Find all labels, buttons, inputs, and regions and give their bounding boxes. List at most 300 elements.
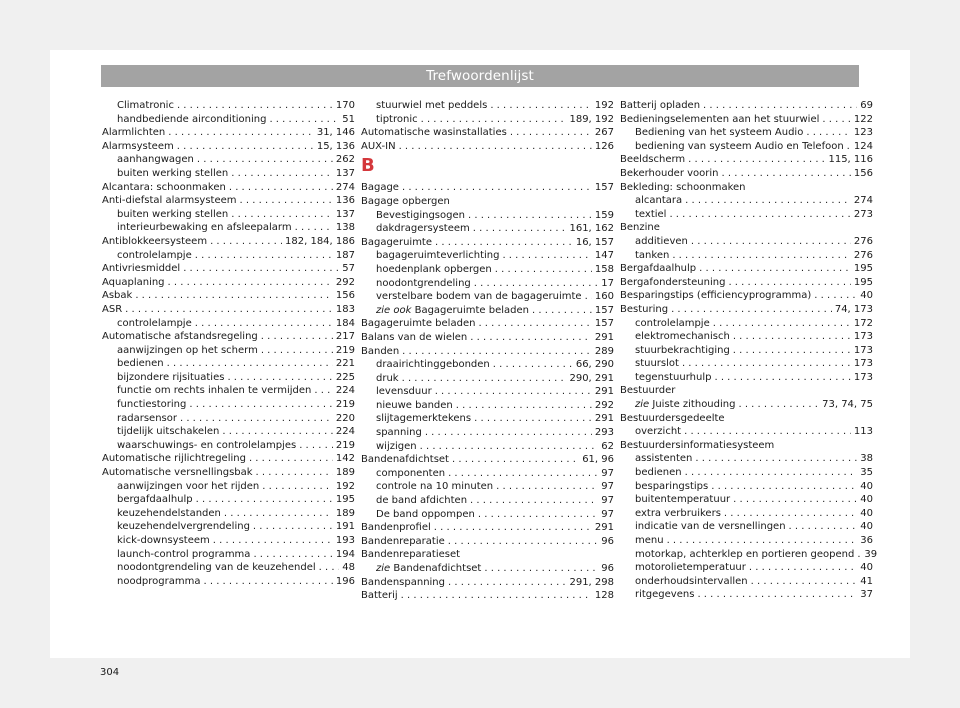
dot-leader — [402, 345, 592, 359]
entry-label — [117, 480, 259, 494]
dot-leader — [684, 425, 851, 439]
entry-label — [376, 263, 492, 277]
entry-label — [635, 371, 711, 385]
index-subentry — [361, 372, 614, 386]
dot-leader — [669, 208, 850, 222]
dot-leader — [269, 113, 339, 127]
entry-label — [635, 208, 666, 222]
entry-page-ref: 273 — [853, 208, 873, 220]
dot-leader — [435, 385, 592, 399]
entry-label — [635, 194, 682, 208]
entry-page-ref: 224 — [335, 426, 355, 438]
dot-leader — [231, 167, 333, 181]
index-entry — [102, 466, 355, 480]
entry-label — [117, 384, 311, 398]
index-subentry — [620, 507, 873, 521]
index-subentry — [361, 412, 614, 426]
dot-leader — [714, 371, 850, 385]
entry-term: tegenstuurhulp — [635, 371, 712, 383]
entry-term: Alarmlichten — [102, 127, 166, 139]
dot-leader — [213, 534, 333, 548]
entry-term: Bagageruimte — [361, 236, 433, 248]
index-subentry — [361, 99, 614, 113]
entry-label — [117, 439, 296, 453]
dot-leader — [227, 371, 332, 385]
entry-label — [102, 276, 165, 290]
entry-page-ref: 291 — [594, 386, 614, 398]
entry-label — [635, 588, 694, 602]
dot-leader — [195, 317, 333, 331]
entry-term: buitentemperatuur — [635, 494, 731, 506]
entry-label — [376, 209, 465, 223]
entry-label — [635, 344, 730, 358]
entry-label — [620, 181, 873, 195]
entry-term: Bergafdaalhulp — [620, 263, 697, 275]
dot-leader — [728, 276, 850, 290]
entry-term: Bagageruimte beladen — [414, 304, 530, 316]
entry-label — [376, 304, 529, 318]
page-header: Trefwoordenlijst — [101, 65, 859, 87]
dot-leader — [733, 344, 851, 358]
dot-leader — [224, 507, 333, 521]
entry-term: keuzehendelstanden — [117, 507, 221, 519]
dot-leader — [695, 452, 857, 466]
index-entry — [361, 317, 614, 331]
dot-leader — [399, 140, 592, 154]
entry-term: bedienen — [635, 467, 682, 479]
entry-term: bedienen — [117, 358, 164, 370]
entry-label — [361, 345, 399, 359]
entry-term: textiel — [635, 208, 667, 220]
index-entry — [620, 153, 873, 167]
index-entry — [620, 113, 873, 127]
index-subentry — [620, 561, 873, 575]
entry-term: Asbak — [102, 290, 133, 302]
entry-term: stuurslot — [635, 358, 679, 370]
index-subentry — [361, 399, 614, 413]
entry-label — [361, 548, 614, 562]
dot-leader — [203, 575, 332, 589]
entry-label — [635, 398, 735, 412]
entry-page-ref: 292 — [335, 276, 355, 288]
entry-term: Bagageruimte beladen — [361, 318, 476, 330]
index-subentry — [361, 209, 614, 223]
entry-term: De band oppompen — [376, 508, 475, 520]
entry-term: functie om rechts inhalen te vermijden — [117, 385, 312, 397]
dot-leader — [733, 330, 851, 344]
entry-page-ref: 156 — [335, 290, 355, 302]
index-subentry — [102, 575, 355, 589]
entry-term: Bagage — [361, 182, 399, 194]
dot-leader — [738, 398, 819, 412]
entry-term: druk — [376, 372, 399, 384]
entry-page-ref: 74, 173 — [834, 303, 873, 315]
index-entry — [620, 262, 873, 276]
entry-page-ref: 15, 136 — [316, 140, 355, 152]
entry-term: Antiblokkeersysteem — [102, 235, 208, 247]
dot-leader — [490, 99, 592, 113]
entry-label — [117, 113, 266, 127]
entry-term: tijdelijk uitschakelen — [117, 426, 220, 438]
entry-term: controlelampje — [117, 249, 192, 261]
index-subentry — [620, 588, 873, 602]
entry-label — [376, 290, 582, 304]
entry-label — [117, 153, 194, 167]
entry-term: noodprogramma — [117, 575, 201, 587]
entry-label — [376, 113, 418, 127]
cross-reference-prefix: zie ook — [376, 304, 412, 316]
dot-leader — [195, 249, 333, 263]
dot-leader — [231, 208, 333, 222]
entry-label — [102, 235, 207, 249]
dot-leader — [448, 535, 598, 549]
entry-label — [376, 494, 467, 508]
dot-leader — [135, 289, 333, 303]
entry-page-ref: 170 — [335, 100, 355, 111]
entry-term: onderhoudsintervallen — [635, 575, 748, 587]
entry-term: Bediening van het systeem Audio — [635, 127, 804, 139]
index-entry — [620, 289, 873, 303]
entry-label — [376, 480, 493, 494]
dot-leader — [167, 357, 333, 371]
entry-page-ref: 221 — [335, 358, 355, 370]
entry-page-ref: 97 — [601, 508, 614, 520]
dot-leader — [180, 412, 333, 426]
entry-label — [102, 140, 174, 154]
entry-label — [376, 99, 487, 113]
entry-page-ref: 62 — [601, 440, 614, 452]
entry-page-ref: 159 — [594, 209, 614, 221]
entry-label — [635, 493, 730, 507]
entry-label — [376, 426, 422, 440]
entry-term: assistenten — [635, 453, 693, 465]
entry-label — [102, 194, 237, 208]
entry-label — [117, 398, 186, 412]
entry-label — [620, 289, 811, 303]
dot-leader — [425, 426, 592, 440]
entry-page-ref: 40 — [860, 521, 873, 533]
entry-term: indicatie van de versnellingen — [635, 521, 786, 533]
entry-page-ref: 224 — [335, 385, 355, 397]
entry-term: controle na 10 minuten — [376, 481, 494, 493]
dot-leader — [256, 466, 333, 480]
entry-page-ref: 195 — [335, 494, 355, 506]
entry-page-ref: 158 — [594, 263, 614, 275]
entry-label — [635, 330, 730, 344]
index-entry — [361, 453, 614, 467]
entry-page-ref: 160 — [594, 291, 614, 303]
entry-label — [361, 126, 507, 140]
entry-label — [635, 317, 710, 331]
entry-page-ref: 262 — [335, 154, 355, 166]
entry-term: Beeldscherm — [620, 154, 686, 166]
dot-leader — [240, 194, 333, 208]
dot-leader — [474, 277, 598, 291]
entry-term: verstelbare bodem van de bagageruimte — [376, 291, 582, 303]
index-subentry — [102, 534, 355, 548]
index-subentry — [102, 480, 355, 494]
index-entry — [361, 576, 614, 590]
entry-label — [376, 508, 475, 522]
index-entry — [102, 330, 355, 344]
index-column-3 — [620, 99, 878, 602]
dot-leader — [420, 440, 599, 454]
index-subentry — [102, 153, 355, 167]
dot-leader — [672, 249, 851, 263]
dot-leader — [814, 289, 857, 303]
entry-label — [635, 126, 803, 140]
dot-leader — [319, 561, 340, 575]
dot-leader — [402, 181, 592, 195]
index-entry — [361, 331, 614, 345]
entry-label — [635, 507, 721, 521]
entry-page-ref: 113 — [853, 426, 873, 438]
entry-label — [635, 520, 786, 534]
dot-leader — [711, 480, 857, 494]
entry-page-ref: 183 — [335, 303, 355, 315]
index-entry — [361, 521, 614, 535]
entry-label — [361, 236, 432, 250]
entry-label — [635, 480, 708, 494]
dot-leader — [847, 140, 851, 154]
entry-label — [376, 412, 471, 426]
entry-term: Bevestigingsogen — [376, 209, 465, 221]
entry-label — [117, 344, 258, 358]
entry-page-ref: 137 — [335, 167, 355, 179]
index-subentry — [620, 126, 873, 140]
entry-page-ref: 115, 116 — [828, 154, 873, 166]
entry-label — [117, 412, 177, 426]
index-subentry — [361, 277, 614, 291]
index-page — [50, 50, 910, 678]
dot-leader — [452, 453, 579, 467]
entry-term: menu — [635, 535, 664, 546]
dot-leader — [448, 467, 598, 481]
entry-page-ref: 128 — [594, 590, 614, 602]
entry-term: bediening van systeem Audio en Telefoon — [635, 140, 844, 152]
dot-leader — [685, 466, 858, 480]
entry-page-ref: 122 — [853, 113, 873, 125]
index-subentry — [361, 467, 614, 481]
entry-page-ref: 193 — [335, 535, 355, 546]
entry-page-ref: 40 — [860, 494, 873, 506]
index-entry — [102, 140, 355, 154]
dot-leader — [484, 562, 598, 576]
entry-label — [620, 113, 819, 127]
entry-term: bijzondere rijsituaties — [117, 371, 225, 383]
entry-term: Bandenreparatieset — [361, 549, 461, 561]
entry-page-ref: 37 — [860, 589, 873, 601]
dot-leader — [210, 235, 282, 249]
entry-label — [376, 440, 417, 454]
entry-page-ref: 161, 162 — [569, 223, 614, 235]
entry-page-ref: 172 — [853, 317, 873, 329]
dot-leader — [125, 303, 333, 317]
index-subentry — [102, 412, 355, 426]
entry-label — [635, 452, 692, 466]
entry-page-ref: 96 — [601, 535, 614, 547]
entry-label — [620, 412, 873, 426]
entry-page-ref: 124 — [853, 140, 873, 152]
entry-page-ref: 157 — [594, 182, 614, 194]
entry-page-ref: 293 — [594, 427, 614, 439]
dot-leader — [493, 358, 573, 372]
entry-page-ref: 41 — [860, 575, 873, 587]
dot-leader — [177, 140, 314, 154]
entry-page-ref: 97 — [601, 467, 614, 479]
index-entry — [620, 384, 873, 398]
dot-leader — [168, 276, 333, 290]
entry-page-ref: 290, 291 — [569, 372, 614, 384]
entry-page-ref: 156 — [853, 167, 873, 179]
entry-term: Aquaplaning — [102, 276, 165, 288]
index-entry — [102, 452, 355, 466]
entry-label — [117, 317, 192, 331]
dot-leader — [685, 194, 851, 208]
entry-term: Bandenreparatie — [361, 535, 445, 547]
index-subentry — [361, 480, 614, 494]
entry-label — [620, 153, 685, 167]
entry-term: ritgegevens — [635, 589, 695, 601]
index-subentry — [102, 357, 355, 371]
entry-label — [361, 331, 467, 345]
entry-label — [102, 262, 180, 276]
dot-leader — [435, 236, 573, 250]
entry-term: componenten — [376, 467, 446, 479]
index-subentry — [620, 452, 873, 466]
entry-term: launch-control programma — [117, 548, 251, 560]
entry-page-ref: 40 — [860, 507, 873, 519]
entry-label — [620, 167, 719, 181]
dot-leader — [688, 153, 825, 167]
entry-page-ref: 40 — [860, 480, 873, 492]
index-subentry — [361, 358, 614, 372]
entry-term: keuzehendelvergrendeling — [117, 521, 250, 533]
entry-term: buiten werking stellen — [117, 208, 229, 220]
entry-term: wijzigen — [376, 440, 417, 452]
index-entry — [620, 181, 873, 195]
entry-page-ref: 195 — [853, 263, 873, 275]
entry-page-ref: 292 — [594, 399, 614, 411]
dot-leader — [751, 575, 858, 589]
entry-page-ref: 136 — [335, 195, 355, 207]
index-subentry — [102, 561, 355, 575]
index-subentry — [620, 330, 873, 344]
index-subentry — [102, 439, 355, 453]
entry-page-ref: 40 — [860, 290, 873, 302]
index-subentry — [620, 249, 873, 263]
cross-reference-prefix: zie — [635, 399, 650, 411]
entry-term: handbediende airconditioning — [117, 113, 267, 125]
dot-leader — [822, 113, 851, 127]
dot-leader — [421, 113, 567, 127]
entry-page-ref: 173 — [853, 344, 873, 356]
entry-page-ref: 289 — [594, 345, 614, 357]
entry-label — [376, 385, 432, 399]
index-subentry — [620, 344, 873, 358]
entry-label — [117, 208, 228, 222]
entry-page-ref: 194 — [335, 548, 355, 560]
entry-term: additieven — [635, 235, 688, 247]
dot-leader — [249, 452, 333, 466]
entry-page-ref: 291, 298 — [569, 576, 614, 588]
dot-leader — [495, 263, 592, 277]
entry-page-ref: 274 — [853, 195, 873, 207]
index-entry — [102, 194, 355, 208]
index-subentry — [102, 398, 355, 412]
page-number: 304 — [100, 667, 120, 678]
index-subentry — [102, 493, 355, 507]
entry-label — [102, 452, 246, 466]
entry-term: Bestuurder — [620, 385, 676, 397]
entry-page-ref: 173 — [853, 331, 873, 343]
index-entry — [361, 126, 614, 140]
entry-term: elektromechanisch — [635, 331, 730, 343]
entry-page-ref: 220 — [335, 412, 355, 424]
index-subentry — [361, 290, 614, 304]
index-entry — [620, 167, 873, 181]
entry-label — [635, 235, 688, 249]
entry-page-ref: 17 — [601, 277, 614, 289]
entry-page-ref: 96 — [601, 563, 614, 574]
entry-page-ref: 123 — [853, 127, 873, 139]
entry-label — [635, 561, 746, 575]
entry-term: aanwijzingen op het scherm — [117, 344, 258, 356]
dot-leader — [229, 181, 333, 195]
dot-leader — [671, 303, 832, 317]
entry-label — [102, 289, 132, 303]
entry-label — [635, 466, 682, 480]
entry-term: Bedieningselementen aan het stuurwiel — [620, 113, 820, 125]
dot-leader — [261, 344, 333, 358]
dot-leader — [682, 357, 851, 371]
dot-leader — [502, 249, 591, 263]
entry-term: Bekerhouder voorin — [620, 167, 719, 179]
index-entry — [102, 126, 355, 140]
entry-label — [635, 575, 748, 589]
entry-term: bagageruimteverlichting — [376, 250, 500, 262]
entry-page-ref: 276 — [853, 249, 873, 261]
index-subentry — [361, 494, 614, 508]
index-entry — [620, 439, 873, 453]
index-subentry — [102, 99, 355, 113]
dot-leader — [510, 126, 592, 140]
entry-page-ref: 291 — [594, 413, 614, 425]
entry-page-ref: 173 — [853, 371, 873, 383]
index-entry — [102, 303, 355, 317]
entry-page-ref: 31, 146 — [316, 127, 355, 139]
index-subentry — [361, 249, 614, 263]
entry-label — [361, 576, 445, 590]
dot-leader — [262, 480, 333, 494]
index-subentry — [620, 480, 873, 494]
index-entry — [620, 303, 873, 317]
dot-leader — [253, 520, 333, 534]
entry-label — [361, 317, 475, 331]
entry-term: functiestoring — [117, 399, 187, 411]
entry-term: aanwijzingen voor het rijden — [117, 480, 260, 492]
dot-leader — [299, 439, 333, 453]
index-subentry — [361, 304, 614, 318]
index-entry — [361, 195, 614, 209]
entry-page-ref: 191 — [335, 521, 355, 533]
entry-page-ref: 97 — [601, 481, 614, 493]
entry-term: Automatische afstandsregeling — [102, 331, 258, 343]
entry-term: AUX-IN — [361, 140, 396, 152]
entry-page-ref: 192 — [594, 100, 614, 111]
entry-page-ref: 274 — [335, 181, 355, 193]
dot-leader — [189, 398, 333, 412]
